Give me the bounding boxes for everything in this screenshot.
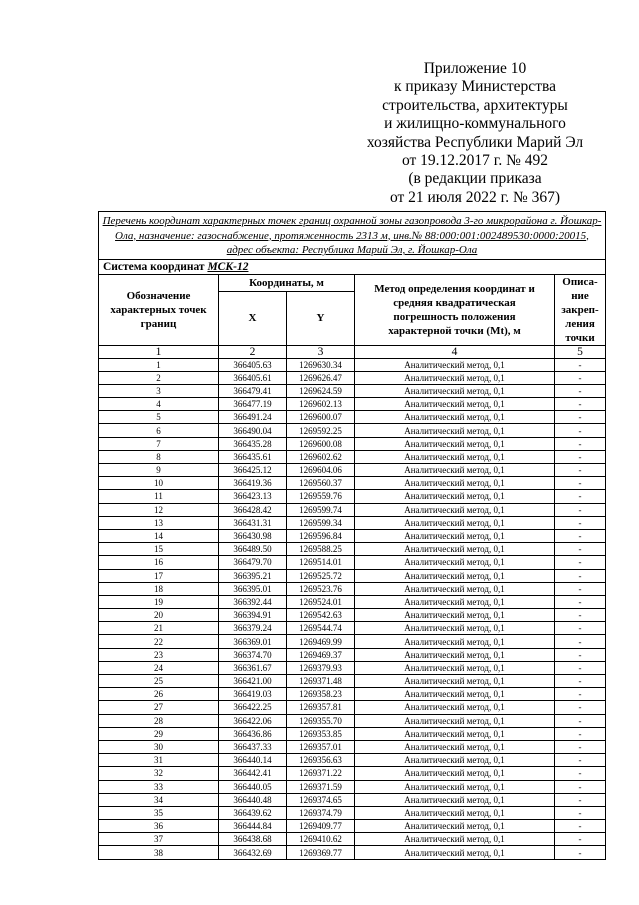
table-row <box>99 661 606 674</box>
table-row <box>99 793 606 806</box>
header-line: от 19.12.2017 г. № 492 <box>401 152 549 170</box>
header-line: хозяйства Республики Марий Эл <box>366 133 584 151</box>
table-row <box>99 727 606 740</box>
point-number-cell: 24 <box>99 661 219 674</box>
point-number-cell: 38 <box>99 846 219 859</box>
table-row <box>99 516 606 529</box>
table-title-text: Перечень координат характерных точек границ охранной зоны газопровода 3-го микрорайона г. Йошкар-Ола, назначение: газоснабжение, протяженность 2313 м, инв.№ 88:000:001:002489530:0000:20015, адрес объекта: Республика Марий Эл, г. Йошкар-Ола <box>102 215 602 256</box>
method-cell: Аналитический метод, 0,1 <box>355 529 555 542</box>
method-cell: Аналитический метод, 0,1 <box>355 635 555 648</box>
description-cell: - <box>555 503 606 516</box>
method-cell: Аналитический метод, 0,1 <box>355 543 555 556</box>
coordinate-x-cell: 366440.48 <box>219 793 287 806</box>
method-cell: Аналитический метод, 0,1 <box>355 371 555 384</box>
coordinate-x-cell: 366444.84 <box>219 820 287 833</box>
coordinate-x-cell: 366361.67 <box>219 661 287 674</box>
table-row <box>99 490 606 503</box>
coordinate-system <box>99 259 606 274</box>
method-cell: Аналитический метод, 0,1 <box>355 384 555 397</box>
coordinate-x-cell: 366440.14 <box>219 754 287 767</box>
coordinate-x-cell: 366431.31 <box>219 516 287 529</box>
table-row <box>99 437 606 450</box>
coordinates-table <box>98 211 606 860</box>
point-number-cell: 22 <box>99 635 219 648</box>
table-row <box>99 398 606 411</box>
table-row <box>99 411 606 424</box>
point-number-cell: 30 <box>99 740 219 753</box>
point-number-cell: 33 <box>99 780 219 793</box>
order-appendix-header <box>360 60 590 207</box>
description-cell: - <box>555 793 606 806</box>
description-cell: - <box>555 740 606 753</box>
point-number-cell: 6 <box>99 424 219 437</box>
coordinate-y-cell: 1269371.59 <box>287 780 355 793</box>
description-cell: - <box>555 424 606 437</box>
coordinate-y-cell: 1269355.70 <box>287 714 355 727</box>
coordinate-x-cell: 366422.06 <box>219 714 287 727</box>
table-row <box>99 424 606 437</box>
description-cell: - <box>555 820 606 833</box>
table-row <box>99 503 606 516</box>
method-cell: Аналитический метод, 0,1 <box>355 582 555 595</box>
table-row <box>99 820 606 833</box>
table-row <box>99 754 606 767</box>
table-row <box>99 846 606 859</box>
description-cell: - <box>555 635 606 648</box>
method-cell: Аналитический метод, 0,1 <box>355 516 555 529</box>
description-cell: - <box>555 411 606 424</box>
point-number-cell: 11 <box>99 490 219 503</box>
coordinate-x-cell: 366421.00 <box>219 675 287 688</box>
description-cell: - <box>555 556 606 569</box>
description-cell: - <box>555 595 606 608</box>
method-cell: Аналитический метод, 0,1 <box>355 661 555 674</box>
coordinate-x-cell: 366436.86 <box>219 727 287 740</box>
coordinate-y-cell: 1269357.81 <box>287 701 355 714</box>
coordinate-y-cell: 1269469.99 <box>287 635 355 648</box>
table-row <box>99 648 606 661</box>
column-number: 1 <box>99 345 219 358</box>
column-header-y: Y <box>287 291 355 345</box>
point-number-cell: 35 <box>99 806 219 819</box>
method-cell: Аналитический метод, 0,1 <box>355 609 555 622</box>
coordinate-system-label: Система координат <box>103 260 205 273</box>
coordinate-y-cell: 1269379.93 <box>287 661 355 674</box>
coordinate-y-cell: 1269525.72 <box>287 569 355 582</box>
method-cell: Аналитический метод, 0,1 <box>355 464 555 477</box>
coordinate-x-cell: 366435.28 <box>219 437 287 450</box>
table-row <box>99 675 606 688</box>
table-row <box>99 740 606 753</box>
coordinate-y-cell: 1269602.13 <box>287 398 355 411</box>
method-cell: Аналитический метод, 0,1 <box>355 622 555 635</box>
coordinate-x-cell: 366490.04 <box>219 424 287 437</box>
table-row <box>99 569 606 582</box>
coordinate-y-cell: 1269604.06 <box>287 464 355 477</box>
coordinate-x-cell: 366379.24 <box>219 622 287 635</box>
method-cell: Аналитический метод, 0,1 <box>355 806 555 819</box>
column-header-designation: Обозначение характерных точек границ <box>99 274 219 345</box>
table-row <box>99 714 606 727</box>
table-row <box>99 371 606 384</box>
table-row <box>99 543 606 556</box>
coordinate-x-cell: 366405.63 <box>219 358 287 371</box>
point-number-cell: 3 <box>99 384 219 397</box>
header-line: (в редакции приказа <box>408 170 542 188</box>
method-cell: Аналитический метод, 0,1 <box>355 714 555 727</box>
method-cell: Аналитический метод, 0,1 <box>355 595 555 608</box>
description-cell: - <box>555 477 606 490</box>
coordinate-x-cell: 366423.13 <box>219 490 287 503</box>
coordinate-x-cell: 366422.25 <box>219 701 287 714</box>
table-row <box>99 622 606 635</box>
description-cell: - <box>555 450 606 463</box>
description-cell: - <box>555 569 606 582</box>
table-row <box>99 582 606 595</box>
method-cell: Аналитический метод, 0,1 <box>355 688 555 701</box>
coordinate-y-cell: 1269374.65 <box>287 793 355 806</box>
method-cell: Аналитический метод, 0,1 <box>355 358 555 371</box>
coordinate-x-cell: 366432.69 <box>219 846 287 859</box>
column-number: 2 <box>219 345 287 358</box>
header-line: Приложение 10 <box>423 60 527 77</box>
point-number-cell: 12 <box>99 503 219 516</box>
header-line: от 21 июля 2022 г. № 367) <box>389 188 561 206</box>
point-number-cell: 32 <box>99 767 219 780</box>
table-row <box>99 556 606 569</box>
coordinate-x-cell: 366489.50 <box>219 543 287 556</box>
point-number-cell: 31 <box>99 754 219 767</box>
point-number-cell: 10 <box>99 477 219 490</box>
coordinate-x-cell: 366395.01 <box>219 582 287 595</box>
coordinate-x-cell: 366419.03 <box>219 688 287 701</box>
coordinate-y-cell: 1269626.47 <box>287 371 355 384</box>
point-number-cell: 20 <box>99 609 219 622</box>
table-title <box>99 212 606 260</box>
coordinate-x-cell: 366437.33 <box>219 740 287 753</box>
coordinate-x-cell: 366440.05 <box>219 780 287 793</box>
method-cell: Аналитический метод, 0,1 <box>355 424 555 437</box>
point-number-cell: 37 <box>99 833 219 846</box>
table-row <box>99 477 606 490</box>
coordinate-x-cell: 366374.70 <box>219 648 287 661</box>
description-cell: - <box>555 833 606 846</box>
coordinate-y-cell: 1269358.23 <box>287 688 355 701</box>
description-cell: - <box>555 437 606 450</box>
method-cell: Аналитический метод, 0,1 <box>355 437 555 450</box>
method-cell: Аналитический метод, 0,1 <box>355 846 555 859</box>
table-row <box>99 529 606 542</box>
method-cell: Аналитический метод, 0,1 <box>355 556 555 569</box>
description-cell: - <box>555 516 606 529</box>
description-cell: - <box>555 675 606 688</box>
method-cell: Аналитический метод, 0,1 <box>355 727 555 740</box>
description-cell: - <box>555 754 606 767</box>
method-cell: Аналитический метод, 0,1 <box>355 411 555 424</box>
description-cell: - <box>555 661 606 674</box>
coordinate-x-cell: 366435.61 <box>219 450 287 463</box>
point-number-cell: 13 <box>99 516 219 529</box>
method-cell: Аналитический метод, 0,1 <box>355 754 555 767</box>
point-number-cell: 34 <box>99 793 219 806</box>
method-cell: Аналитический метод, 0,1 <box>355 780 555 793</box>
method-cell: Аналитический метод, 0,1 <box>355 820 555 833</box>
description-cell: - <box>555 543 606 556</box>
method-cell: Аналитический метод, 0,1 <box>355 490 555 503</box>
table-row <box>99 358 606 371</box>
coordinate-x-cell: 366395.21 <box>219 569 287 582</box>
method-cell: Аналитический метод, 0,1 <box>355 767 555 780</box>
description-cell: - <box>555 582 606 595</box>
point-number-cell: 26 <box>99 688 219 701</box>
description-cell: - <box>555 490 606 503</box>
column-header-x: X <box>219 291 287 345</box>
point-number-cell: 27 <box>99 701 219 714</box>
table-row <box>99 806 606 819</box>
table-row <box>99 780 606 793</box>
description-cell: - <box>555 767 606 780</box>
coordinate-x-cell: 366439.62 <box>219 806 287 819</box>
column-number: 3 <box>287 345 355 358</box>
description-cell: - <box>555 688 606 701</box>
method-cell: Аналитический метод, 0,1 <box>355 450 555 463</box>
coordinate-x-cell: 366442.41 <box>219 767 287 780</box>
coordinate-x-cell: 366479.70 <box>219 556 287 569</box>
method-cell: Аналитический метод, 0,1 <box>355 648 555 661</box>
header-line: и жилищно-коммунального <box>384 115 566 133</box>
coordinate-x-cell: 366428.42 <box>219 503 287 516</box>
point-number-cell: 17 <box>99 569 219 582</box>
table-row <box>99 767 606 780</box>
coordinate-y-cell: 1269357.01 <box>287 740 355 753</box>
table-row <box>99 701 606 714</box>
method-cell: Аналитический метод, 0,1 <box>355 503 555 516</box>
point-number-cell: 1 <box>99 358 219 371</box>
point-number-cell: 21 <box>99 622 219 635</box>
description-cell: - <box>555 780 606 793</box>
description-cell: - <box>555 384 606 397</box>
table-row <box>99 595 606 608</box>
coordinate-y-cell: 1269409.77 <box>287 820 355 833</box>
table-row <box>99 464 606 477</box>
column-header-method: Метод определения координат и средняя квадратическая погрешность положения характерной точки (Mt), м <box>355 274 555 345</box>
point-number-cell: 23 <box>99 648 219 661</box>
method-cell: Аналитический метод, 0,1 <box>355 740 555 753</box>
coordinate-y-cell: 1269374.79 <box>287 806 355 819</box>
point-number-cell: 28 <box>99 714 219 727</box>
description-cell: - <box>555 648 606 661</box>
point-number-cell: 19 <box>99 595 219 608</box>
method-cell: Аналитический метод, 0,1 <box>355 569 555 582</box>
method-cell: Аналитический метод, 0,1 <box>355 833 555 846</box>
point-number-cell: 25 <box>99 675 219 688</box>
coordinate-y-cell: 1269624.59 <box>287 384 355 397</box>
coordinate-y-cell: 1269596.84 <box>287 529 355 542</box>
coordinate-x-cell: 366430.98 <box>219 529 287 542</box>
coordinate-y-cell: 1269356.63 <box>287 754 355 767</box>
coordinate-x-cell: 366405.61 <box>219 371 287 384</box>
table-row <box>99 688 606 701</box>
point-number-cell: 5 <box>99 411 219 424</box>
table-row <box>99 450 606 463</box>
point-number-cell: 29 <box>99 727 219 740</box>
column-number: 4 <box>355 345 555 358</box>
column-header-coordinates: Координаты, м <box>219 274 355 291</box>
method-cell: Аналитический метод, 0,1 <box>355 701 555 714</box>
coordinate-x-cell: 366394.91 <box>219 609 287 622</box>
coordinate-y-cell: 1269371.48 <box>287 675 355 688</box>
description-cell: - <box>555 701 606 714</box>
table-row <box>99 609 606 622</box>
point-number-cell: 36 <box>99 820 219 833</box>
coordinate-y-cell: 1269353.85 <box>287 727 355 740</box>
description-cell: - <box>555 464 606 477</box>
coordinate-x-cell: 366477.19 <box>219 398 287 411</box>
coordinate-y-cell: 1269524.01 <box>287 595 355 608</box>
point-number-cell: 14 <box>99 529 219 542</box>
coordinate-x-cell: 366419.36 <box>219 477 287 490</box>
description-cell: - <box>555 714 606 727</box>
method-cell: Аналитический метод, 0,1 <box>355 477 555 490</box>
coordinate-y-cell: 1269371.22 <box>287 767 355 780</box>
point-number-cell: 7 <box>99 437 219 450</box>
coordinate-y-cell: 1269599.74 <box>287 503 355 516</box>
point-number-cell: 15 <box>99 543 219 556</box>
point-number-cell: 18 <box>99 582 219 595</box>
coordinate-x-cell: 366491.24 <box>219 411 287 424</box>
coordinate-y-cell: 1269523.76 <box>287 582 355 595</box>
coordinate-y-cell: 1269469.37 <box>287 648 355 661</box>
point-number-cell: 2 <box>99 371 219 384</box>
coordinate-y-cell: 1269514.01 <box>287 556 355 569</box>
coordinate-x-cell: 366425.12 <box>219 464 287 477</box>
table-row <box>99 635 606 648</box>
method-cell: Аналитический метод, 0,1 <box>355 398 555 411</box>
description-cell: - <box>555 806 606 819</box>
point-number-cell: 9 <box>99 464 219 477</box>
coordinate-y-cell: 1269369.77 <box>287 846 355 859</box>
header-line: к приказу Министерства <box>394 78 556 96</box>
coordinate-y-cell: 1269542.63 <box>287 609 355 622</box>
method-cell: Аналитический метод, 0,1 <box>355 793 555 806</box>
coordinate-y-cell: 1269599.34 <box>287 516 355 529</box>
column-number: 5 <box>555 345 606 358</box>
point-number-cell: 4 <box>99 398 219 411</box>
description-cell: - <box>555 727 606 740</box>
coordinate-x-cell: 366479.41 <box>219 384 287 397</box>
coordinate-y-cell: 1269560.37 <box>287 477 355 490</box>
description-cell: - <box>555 398 606 411</box>
coordinate-y-cell: 1269592.25 <box>287 424 355 437</box>
description-cell: - <box>555 609 606 622</box>
description-cell: - <box>555 622 606 635</box>
description-cell: - <box>555 371 606 384</box>
point-number-cell: 8 <box>99 450 219 463</box>
header-line: строительства, архитектуры <box>382 96 568 114</box>
column-header-description: Описа-ние закреп-ления точки <box>555 274 606 345</box>
coordinate-y-cell: 1269630.34 <box>287 358 355 371</box>
coordinate-y-cell: 1269600.08 <box>287 437 355 450</box>
coordinate-y-cell: 1269588.25 <box>287 543 355 556</box>
coordinate-y-cell: 1269410.62 <box>287 833 355 846</box>
table-row <box>99 833 606 846</box>
coordinate-y-cell: 1269559.76 <box>287 490 355 503</box>
description-cell: - <box>555 358 606 371</box>
point-number-cell: 16 <box>99 556 219 569</box>
description-cell: - <box>555 529 606 542</box>
coordinate-x-cell: 366438.68 <box>219 833 287 846</box>
coordinate-x-cell: 366392.44 <box>219 595 287 608</box>
coordinate-x-cell: 366369.01 <box>219 635 287 648</box>
method-cell: Аналитический метод, 0,1 <box>355 675 555 688</box>
description-cell: - <box>555 846 606 859</box>
coordinate-y-cell: 1269600.07 <box>287 411 355 424</box>
coordinate-y-cell: 1269544.74 <box>287 622 355 635</box>
coordinate-y-cell: 1269602.62 <box>287 450 355 463</box>
table-row <box>99 384 606 397</box>
coordinate-system-name: МСК-12 <box>207 260 249 273</box>
